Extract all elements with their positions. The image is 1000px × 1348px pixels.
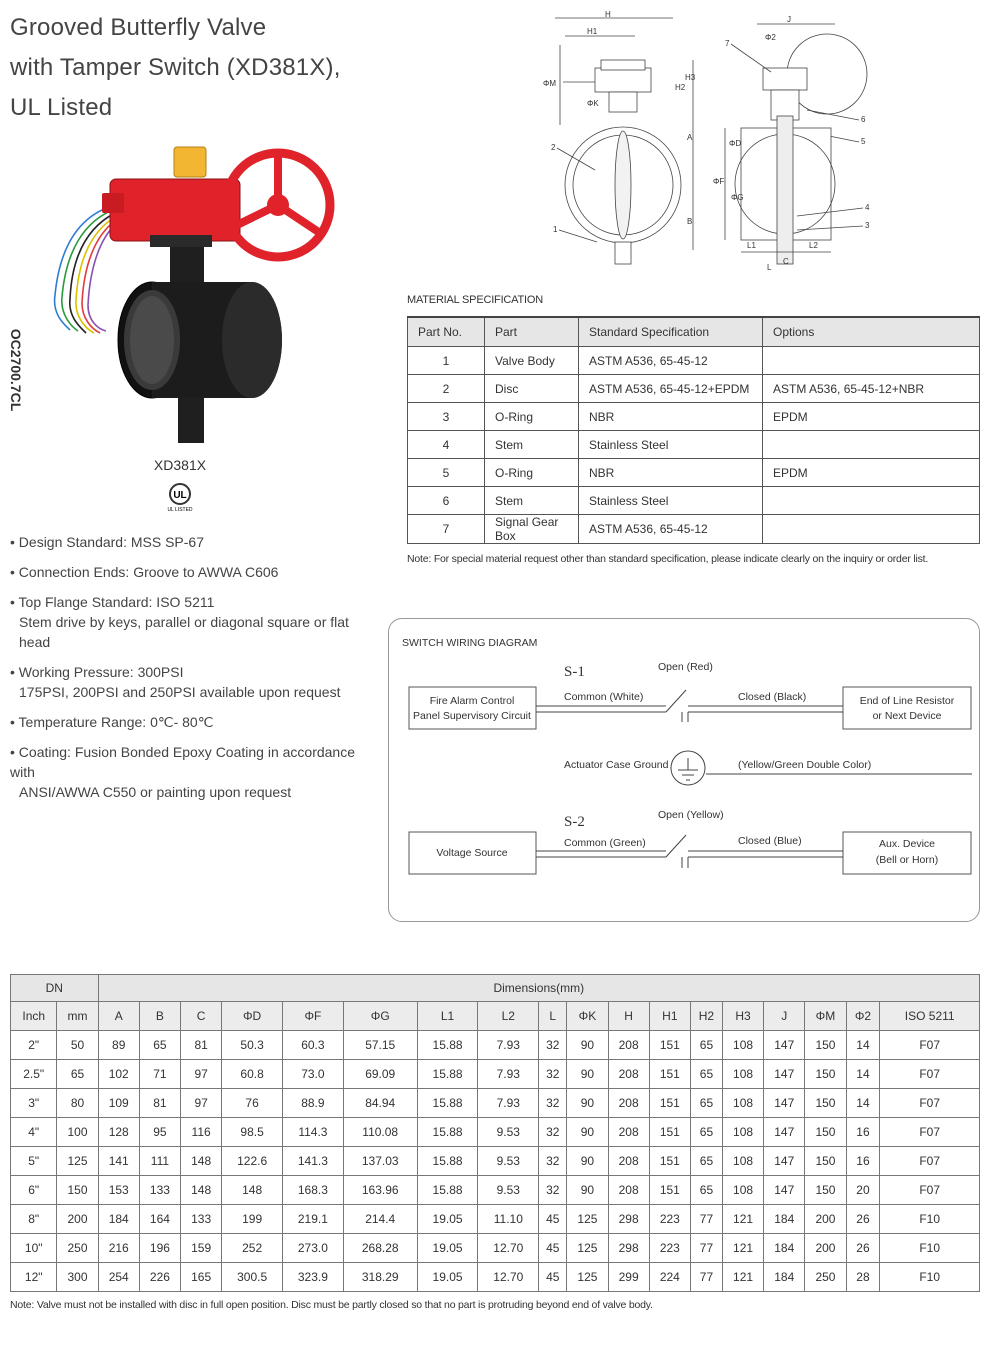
table-cell: 16 [846, 1147, 880, 1176]
table-cell: 65 [690, 1089, 722, 1118]
table-cell: 12.70 [478, 1263, 539, 1292]
table-cell: 7.93 [478, 1089, 539, 1118]
table-cell: 250 [57, 1234, 98, 1263]
table-row [11, 1263, 980, 1292]
table-cell: 102 [98, 1060, 139, 1089]
table-cell: 19.05 [417, 1263, 478, 1292]
table-cell: F07 [880, 1118, 980, 1147]
table-cell: 108 [722, 1060, 763, 1089]
table-cell: 147 [764, 1089, 805, 1118]
svg-text:ΦM: ΦM [543, 79, 557, 88]
dimensions-group-header [11, 975, 980, 1002]
table-cell: 147 [764, 1176, 805, 1205]
table-cell: 15.88 [417, 1118, 478, 1147]
table-cell: F07 [880, 1176, 980, 1205]
table-row [11, 1089, 980, 1118]
table-row: 7 Signal Gear Box ASTM A536, 65-45-12 [408, 515, 980, 544]
header-part: Part [485, 317, 579, 347]
table-cell: 65 [690, 1176, 722, 1205]
table-cell: 7.93 [478, 1031, 539, 1060]
table-cell: 26 [846, 1205, 880, 1234]
table-cell: 45 [539, 1234, 567, 1263]
table-cell: 298 [608, 1205, 649, 1234]
svg-text:Open (Yellow): Open (Yellow) [658, 809, 724, 821]
table-cell: 32 [539, 1176, 567, 1205]
table-cell: 77 [690, 1205, 722, 1234]
table-cell: 12.70 [478, 1234, 539, 1263]
table-cell: 50.3 [222, 1031, 283, 1060]
bullet-connection-ends: • Connection Ends: Groove to AWWA C606 [10, 564, 279, 580]
table-row: 4 Stem Stainless Steel [408, 431, 980, 459]
svg-text:4: 4 [865, 203, 870, 212]
table-cell: 100 [57, 1118, 98, 1147]
svg-text:Common (White): Common (White) [564, 691, 644, 703]
table-cell: 12" [11, 1263, 57, 1292]
table-cell: 65 [690, 1060, 722, 1089]
svg-text:L1: L1 [747, 241, 756, 250]
table-cell: 88.9 [283, 1089, 344, 1118]
table-row [11, 1176, 980, 1205]
table-cell: 150 [805, 1060, 846, 1089]
table-row: 5 O-Ring NBR EPDM [408, 459, 980, 487]
table-cell: 150 [805, 1118, 846, 1147]
table-cell: 65 [139, 1031, 180, 1060]
valve-product-image [40, 135, 340, 445]
table-cell: F07 [880, 1147, 980, 1176]
table-cell: 300.5 [222, 1263, 283, 1292]
table-cell: 8" [11, 1205, 57, 1234]
product-caption: XD381X [153, 457, 207, 473]
ul-mark-text: UL LISTED [167, 507, 193, 512]
table-cell: 57.15 [343, 1031, 417, 1060]
bullet-design-standard: • Design Standard: MSS SP-67 [10, 534, 205, 550]
page-title [10, 8, 341, 128]
table-cell: 90 [567, 1176, 608, 1205]
table-cell: 98.5 [222, 1118, 283, 1147]
table-cell: 108 [722, 1031, 763, 1060]
header-options: Options [763, 317, 980, 347]
table-cell: 97 [181, 1060, 222, 1089]
table-cell: 159 [181, 1234, 222, 1263]
table-cell: 65 [690, 1118, 722, 1147]
table-row [11, 1031, 980, 1060]
table-cell: 122.6 [222, 1147, 283, 1176]
table-cell: 151 [649, 1089, 690, 1118]
table-cell: 15.88 [417, 1031, 478, 1060]
svg-text:A: A [687, 133, 693, 142]
svg-text:H3: H3 [685, 73, 696, 82]
svg-text:L: L [767, 263, 772, 272]
svg-text:H: H [605, 10, 611, 19]
table-cell: 216 [98, 1234, 139, 1263]
table-cell: 223 [649, 1234, 690, 1263]
table-cell: 168.3 [283, 1176, 344, 1205]
table-cell: 208 [608, 1118, 649, 1147]
table-cell: 128 [98, 1118, 139, 1147]
table-cell: 125 [567, 1263, 608, 1292]
table-cell: 5" [11, 1147, 57, 1176]
svg-text:Actuator Case Ground: Actuator Case Ground [564, 759, 669, 771]
table-cell: 15.88 [417, 1060, 478, 1089]
table-cell: 32 [539, 1147, 567, 1176]
svg-text:Aux. Device: Aux. Device [878, 838, 936, 850]
table-row: 6 Stem Stainless Steel [408, 487, 980, 515]
table-cell: 184 [764, 1263, 805, 1292]
table-cell: 108 [722, 1089, 763, 1118]
svg-text:Open (Red): Open (Red) [658, 661, 713, 673]
table-cell: 15.88 [417, 1176, 478, 1205]
table-cell: 90 [567, 1089, 608, 1118]
table-cell: 147 [764, 1147, 805, 1176]
bullet-coating: • Coating: Fusion Bonded Epoxy Coating in accordance with ANSI/AWWA C550 or painting upon request [10, 744, 356, 800]
table-cell: 148 [181, 1176, 222, 1205]
table-cell: 20 [846, 1176, 880, 1205]
svg-text:3: 3 [865, 221, 870, 230]
table-cell: 15.88 [417, 1147, 478, 1176]
table-cell: 214.4 [343, 1205, 417, 1234]
table-cell: 147 [764, 1031, 805, 1060]
table-cell: 32 [539, 1089, 567, 1118]
table-cell: 77 [690, 1263, 722, 1292]
table-cell: 208 [608, 1060, 649, 1089]
svg-text:(Bell or Horn): (Bell or Horn) [875, 854, 939, 866]
header-standard-spec: Standard Specification [579, 317, 763, 347]
table-cell: 121 [722, 1234, 763, 1263]
table-cell: 14 [846, 1089, 880, 1118]
table-cell: 108 [722, 1147, 763, 1176]
bullet-top-flange: • Top Flange Standard: ISO 5211 Stem drive by keys, parallel or diagonal square or flat head [10, 594, 349, 650]
table-cell: 300 [57, 1263, 98, 1292]
table-cell: 9.53 [478, 1147, 539, 1176]
table-cell: 45 [539, 1263, 567, 1292]
table-cell: 153 [98, 1176, 139, 1205]
table-cell: 150 [57, 1176, 98, 1205]
svg-text:Closed (Black): Closed (Black) [738, 691, 807, 703]
table-cell: 80 [57, 1089, 98, 1118]
s2-label: S-2 [564, 814, 585, 830]
bullet-working-pressure: • Working Pressure: 300PSI 175PSI, 200PSI and 250PSI available upon request [10, 664, 341, 700]
table-cell: 84.94 [343, 1089, 417, 1118]
table-row [11, 1234, 980, 1263]
svg-text:ΦG: ΦG [731, 193, 744, 202]
table-cell: 32 [539, 1060, 567, 1089]
table-cell: 125 [567, 1234, 608, 1263]
table-cell: 318.29 [343, 1263, 417, 1292]
table-cell: F10 [880, 1234, 980, 1263]
table-row [11, 1118, 980, 1147]
table-cell: 2" [11, 1031, 57, 1060]
svg-text:7: 7 [725, 39, 730, 48]
title-line-3: UL Listed [10, 94, 113, 121]
table-cell: 219.1 [283, 1205, 344, 1234]
table-cell: 200 [57, 1205, 98, 1234]
table-row: 1 Valve Body ASTM A536, 65-45-12 [408, 347, 980, 375]
table-cell: 200 [805, 1234, 846, 1263]
table-cell: 141 [98, 1147, 139, 1176]
svg-text:ΦF: ΦF [713, 177, 725, 186]
table-cell: 9.53 [478, 1118, 539, 1147]
table-cell: 3" [11, 1089, 57, 1118]
dimensions-mm-header: Dimensions(mm) [98, 975, 979, 1002]
table-cell: 15.88 [417, 1089, 478, 1118]
table-cell: 151 [649, 1118, 690, 1147]
table-cell: 2.5" [11, 1060, 57, 1089]
table-cell: 16 [846, 1118, 880, 1147]
table-cell: 89 [98, 1031, 139, 1060]
svg-text:ΦD: ΦD [729, 139, 742, 148]
table-cell: 208 [608, 1176, 649, 1205]
svg-text:Panel Supervisory Circuit: Panel Supervisory Circuit [413, 710, 531, 722]
table-cell: 10" [11, 1234, 57, 1263]
table-cell: 226 [139, 1263, 180, 1292]
table-cell: 121 [722, 1205, 763, 1234]
svg-text:or Next Device: or Next Device [872, 710, 942, 722]
table-cell: 125 [567, 1205, 608, 1234]
table-cell: 60.3 [283, 1031, 344, 1060]
table-cell: 200 [805, 1205, 846, 1234]
spec-bullet-list [10, 532, 380, 812]
svg-text:C: C [783, 257, 789, 266]
table-cell: 147 [764, 1060, 805, 1089]
s1-label: S-1 [564, 664, 585, 680]
table-cell: 252 [222, 1234, 283, 1263]
table-cell: 268.28 [343, 1234, 417, 1263]
table-cell: 95 [139, 1118, 180, 1147]
table-cell: 250 [805, 1263, 846, 1292]
svg-text:H2: H2 [675, 83, 686, 92]
table-cell: 224 [649, 1263, 690, 1292]
table-cell: 19.05 [417, 1234, 478, 1263]
table-cell: 90 [567, 1147, 608, 1176]
table-cell: 77 [690, 1234, 722, 1263]
end-of-line-resistor-box [843, 687, 971, 729]
table-cell: 150 [805, 1031, 846, 1060]
svg-text:Common (Green): Common (Green) [564, 837, 646, 849]
table-cell: 65 [57, 1060, 98, 1089]
table-cell: 4" [11, 1118, 57, 1147]
fire-alarm-panel-box [409, 687, 536, 729]
table-cell: F10 [880, 1263, 980, 1292]
table-cell: 90 [567, 1118, 608, 1147]
svg-text:End of Line Resistor: End of Line Resistor [859, 695, 955, 707]
table-cell: 298 [608, 1234, 649, 1263]
table-cell: 60.8 [222, 1060, 283, 1089]
table-cell: 90 [567, 1060, 608, 1089]
svg-text:Fire Alarm Control: Fire Alarm Control [429, 695, 515, 707]
table-cell: 137.03 [343, 1147, 417, 1176]
table-cell: 121 [722, 1263, 763, 1292]
table-cell: 184 [764, 1205, 805, 1234]
wiring-title: SWITCH WIRING DIAGRAM [402, 637, 538, 649]
table-cell: 150 [805, 1147, 846, 1176]
svg-text:L2: L2 [809, 241, 818, 250]
table-cell: 108 [722, 1176, 763, 1205]
technical-drawing [535, 10, 895, 272]
table-cell: 28 [846, 1263, 880, 1292]
material-note: Note: For special material request other than standard specification, please indicate clearly on the inquiry or order list. [407, 553, 929, 565]
table-cell: 133 [139, 1176, 180, 1205]
table-cell: 71 [139, 1060, 180, 1089]
table-cell: 223 [649, 1205, 690, 1234]
table-cell: 32 [539, 1031, 567, 1060]
table-cell: 196 [139, 1234, 180, 1263]
svg-text:(Yellow/Green Double Color): (Yellow/Green Double Color) [738, 759, 872, 771]
table-cell: 111 [139, 1147, 180, 1176]
svg-text:Φ2: Φ2 [765, 33, 776, 42]
table-cell: 32 [539, 1118, 567, 1147]
table-cell: 11.10 [478, 1205, 539, 1234]
svg-text:B: B [687, 217, 693, 226]
table-cell: 323.9 [283, 1263, 344, 1292]
table-cell: 97 [181, 1089, 222, 1118]
table-cell: 14 [846, 1060, 880, 1089]
table-cell: 273.0 [283, 1234, 344, 1263]
table-cell: 50 [57, 1031, 98, 1060]
table-cell: 76 [222, 1089, 283, 1118]
table-cell: F07 [880, 1031, 980, 1060]
table-cell: 165 [181, 1263, 222, 1292]
table-cell: 151 [649, 1031, 690, 1060]
table-row [11, 1205, 980, 1234]
table-cell: 299 [608, 1263, 649, 1292]
table-cell: 7.93 [478, 1060, 539, 1089]
table-cell: 163.96 [343, 1176, 417, 1205]
svg-text:2: 2 [551, 143, 556, 152]
material-spec-table [407, 316, 980, 544]
table-header-row [408, 317, 980, 347]
title-line-2: with Tamper Switch (XD381X), [10, 54, 341, 81]
svg-text:5: 5 [861, 137, 866, 146]
table-cell: 73.0 [283, 1060, 344, 1089]
table-cell: 114.3 [283, 1118, 344, 1147]
table-cell: 208 [608, 1031, 649, 1060]
table-cell: 148 [181, 1147, 222, 1176]
title-line-1: Grooved Butterfly Valve [10, 14, 267, 41]
table-cell: 26 [846, 1234, 880, 1263]
table-cell: 150 [805, 1176, 846, 1205]
svg-text:H1: H1 [587, 27, 598, 36]
table-cell: 133 [181, 1205, 222, 1234]
ul-listed-icon [166, 482, 194, 512]
material-spec-title: MATERIAL SPECIFICATION [407, 294, 543, 306]
dimensions-column-header: Inch mm A B C ΦD ΦF ΦG L1 L2 L ΦK H H1 H2 H3 J ΦM Φ2 ISO 5211 [11, 1002, 980, 1031]
table-cell: 69.09 [343, 1060, 417, 1089]
table-cell: 19.05 [417, 1205, 478, 1234]
table-cell: 208 [608, 1147, 649, 1176]
table-cell: 151 [649, 1147, 690, 1176]
dn-header: DN [11, 975, 99, 1002]
side-code-text: OC2700.7CL [8, 328, 24, 412]
table-cell: 150 [805, 1089, 846, 1118]
svg-text:UL: UL [173, 490, 187, 501]
table-cell: 109 [98, 1089, 139, 1118]
table-cell: 151 [649, 1176, 690, 1205]
table-cell: 184 [98, 1205, 139, 1234]
table-cell: 65 [690, 1147, 722, 1176]
svg-text:1: 1 [553, 225, 558, 234]
table-cell: 81 [139, 1089, 180, 1118]
table-row: 2 Disc ASTM A536, 65-45-12+EPDM ASTM A536, 65-45-12+NBR [408, 375, 980, 403]
table-cell: 108 [722, 1118, 763, 1147]
table-cell: 125 [57, 1147, 98, 1176]
table-row [11, 1060, 980, 1089]
header-part-no: Part No. [408, 317, 485, 347]
table-cell: F07 [880, 1060, 980, 1089]
table-cell: 147 [764, 1118, 805, 1147]
table-cell: 110.08 [343, 1118, 417, 1147]
wiring-diagram [388, 618, 980, 922]
table-cell: 254 [98, 1263, 139, 1292]
table-cell: 81 [181, 1031, 222, 1060]
table-cell: 14 [846, 1031, 880, 1060]
table-cell: 164 [139, 1205, 180, 1234]
table-cell: 6" [11, 1176, 57, 1205]
dimensions-note: Note: Valve must not be installed with disc in full open position. Disc must be partly closed so that no part is protruding beyond end of valve body. [10, 1299, 653, 1311]
table-row [11, 1147, 980, 1176]
table-cell: F10 [880, 1205, 980, 1234]
table-cell: 208 [608, 1089, 649, 1118]
table-cell: 199 [222, 1205, 283, 1234]
table-cell: 9.53 [478, 1176, 539, 1205]
table-cell: 148 [222, 1176, 283, 1205]
dimensions-table [10, 974, 980, 1292]
table-cell: 184 [764, 1234, 805, 1263]
svg-text:Closed (Blue): Closed (Blue) [738, 835, 802, 847]
table-row: 3 O-Ring NBR EPDM [408, 403, 980, 431]
table-cell: 45 [539, 1205, 567, 1234]
table-cell: 65 [690, 1031, 722, 1060]
bullet-temperature: • Temperature Range: 0℃- 80℃ [10, 714, 214, 730]
table-cell: 151 [649, 1060, 690, 1089]
svg-text:Voltage Source: Voltage Source [436, 847, 508, 859]
table-cell: 90 [567, 1031, 608, 1060]
table-cell: F07 [880, 1089, 980, 1118]
svg-text:J: J [787, 15, 791, 24]
table-cell: 116 [181, 1118, 222, 1147]
side-code [2, 320, 30, 420]
svg-text:ΦK: ΦK [587, 99, 599, 108]
svg-text:6: 6 [861, 115, 866, 124]
table-cell: 141.3 [283, 1147, 344, 1176]
